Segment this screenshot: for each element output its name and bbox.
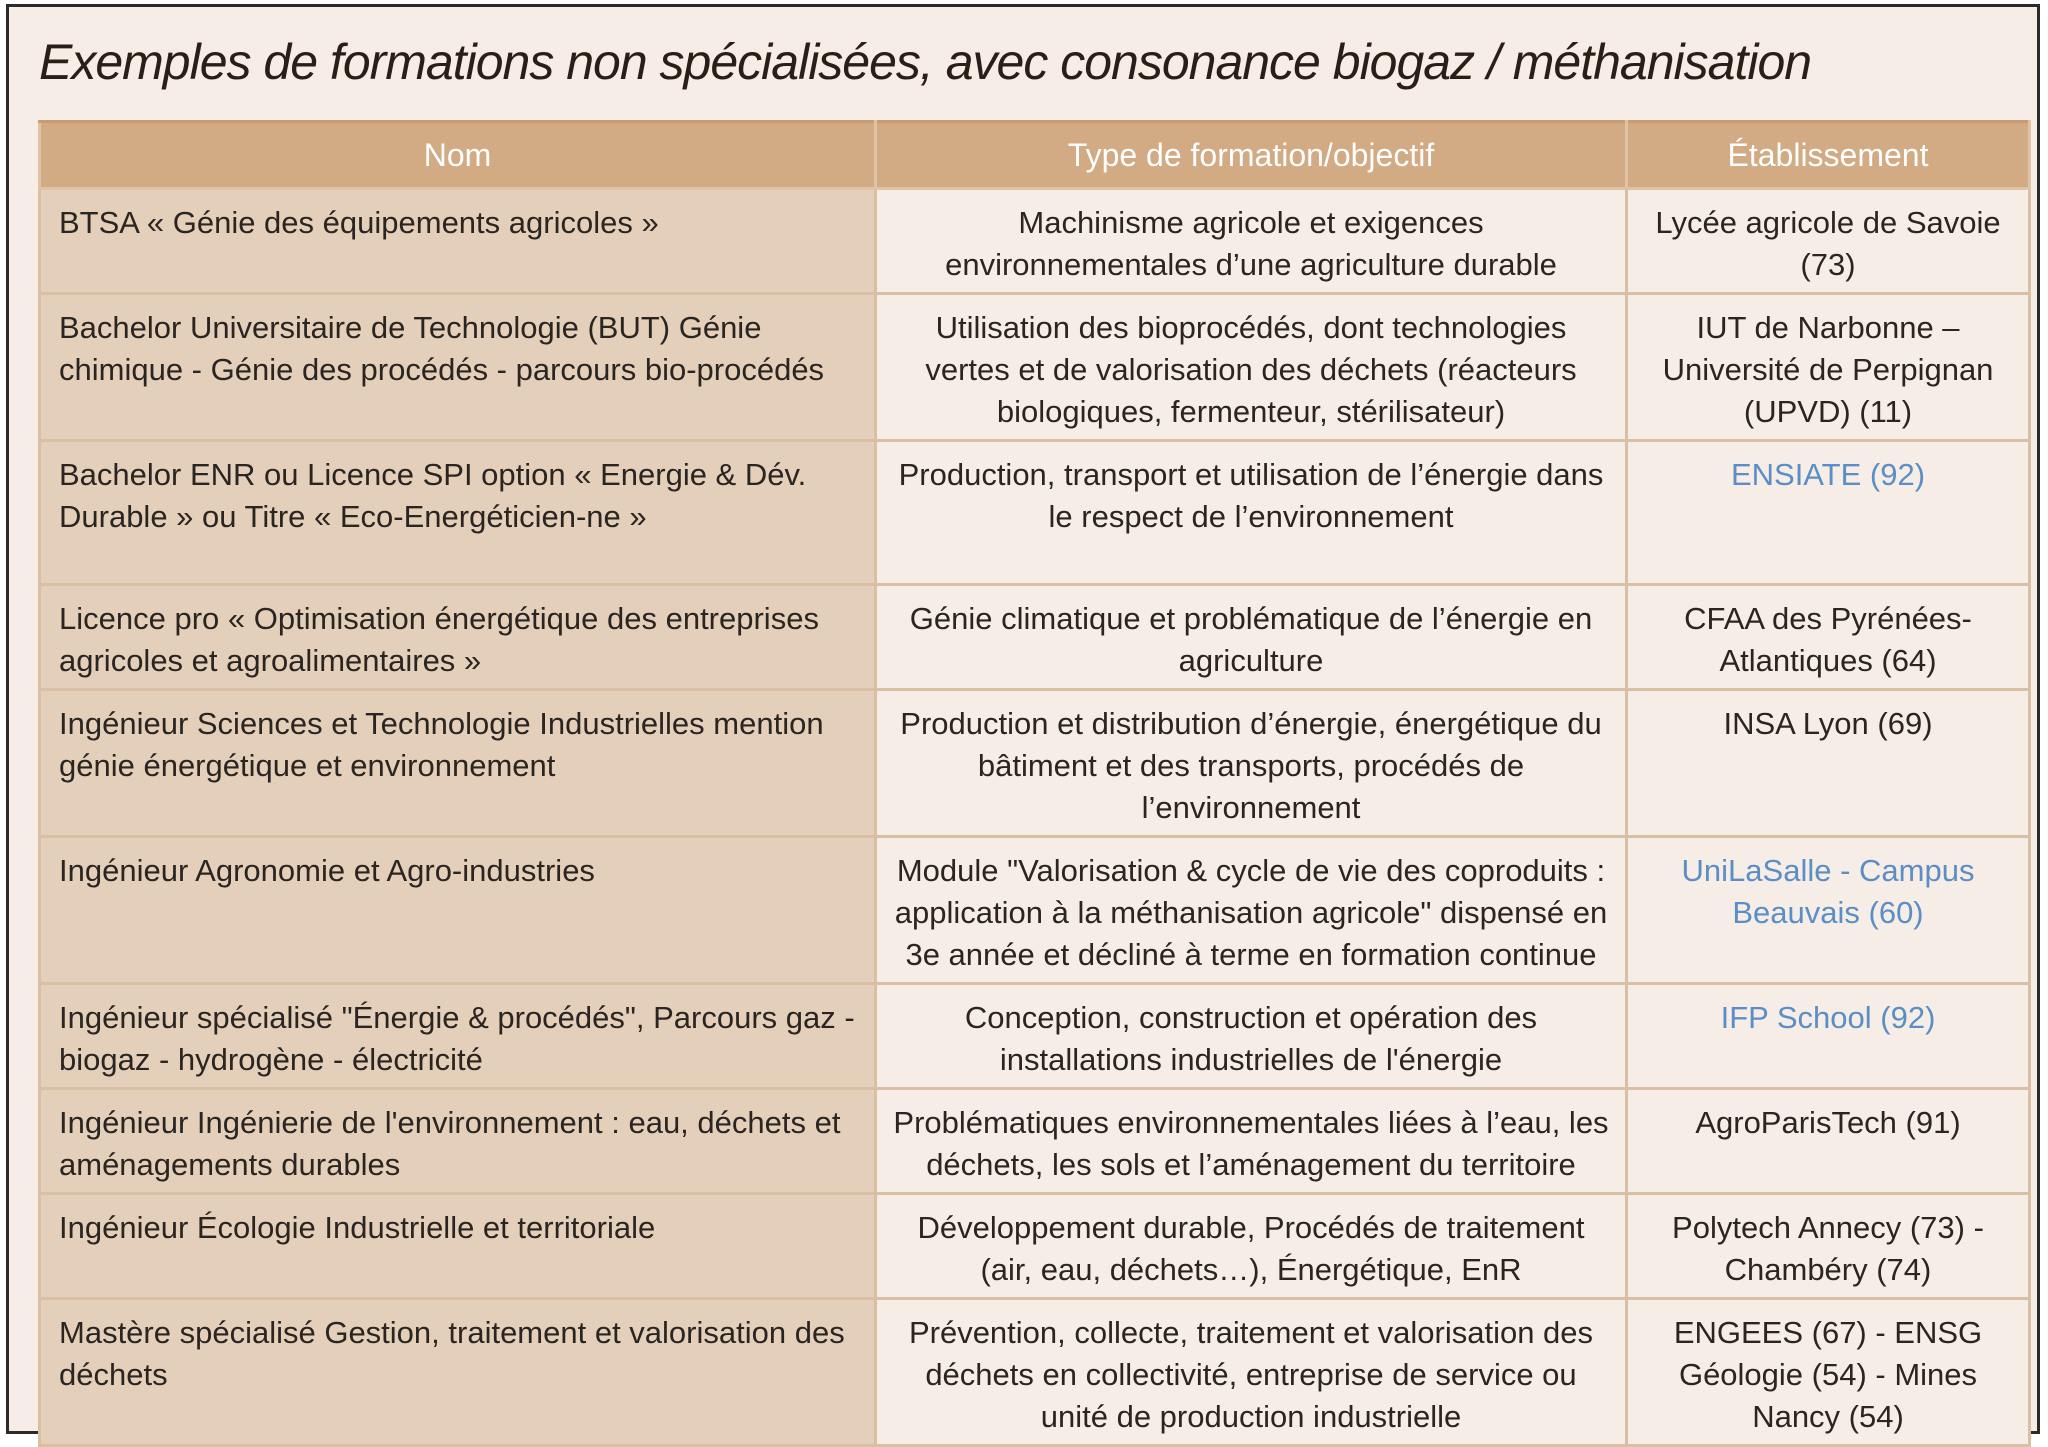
cell-etablissement-link[interactable]: ENSIATE (92)	[1627, 441, 2030, 585]
table-header-row	[40, 122, 2030, 189]
table-row	[40, 1089, 2030, 1194]
table-row	[40, 837, 2030, 984]
table-row	[40, 585, 2030, 690]
cell-nom: Ingénieur Agronomie et Agro-industries	[40, 837, 876, 984]
table-row	[40, 1194, 2030, 1299]
training-table	[38, 120, 2031, 1447]
cell-etablissement: Polytech Annecy (73) - Chambéry (74)	[1627, 1194, 2030, 1299]
column-header-type: Type de formation/objectif	[876, 122, 1627, 189]
cell-type: Module "Valorisation & cycle de vie des coproduits : application à la méthanisation agricole" dispensé en 3e année et décliné à terme en formation continue	[876, 837, 1627, 984]
document-title: Exemples de formations non spécialisées, avec consonance biogaz / méthanisation	[39, 34, 1812, 90]
table-row	[40, 441, 2030, 585]
cell-nom: Ingénieur spécialisé "Énergie & procédés", Parcours gaz - biogaz - hydrogène - électricité	[40, 984, 876, 1089]
column-header-etablissement: Établissement	[1627, 122, 2030, 189]
cell-type: Développement durable, Procédés de traitement (air, eau, déchets…), Énergétique, EnR	[876, 1194, 1627, 1299]
cell-type: Production, transport et utilisation de l’énergie dans le respect de l’environnement	[876, 441, 1627, 585]
cell-type: Conception, construction et opération des installations industrielles de l'énergie	[876, 984, 1627, 1089]
cell-type: Prévention, collecte, traitement et valorisation des déchets en collectivité, entreprise de service ou unité de production industrielle	[876, 1299, 1627, 1446]
cell-nom: Ingénieur Sciences et Technologie Industrielles mention génie énergétique et environnement	[40, 690, 876, 837]
cell-etablissement: INSA Lyon (69)	[1627, 690, 2030, 837]
cell-etablissement: IUT de Narbonne – Université de Perpignan (UPVD) (11)	[1627, 294, 2030, 441]
cell-etablissement-link[interactable]: UniLaSalle - Campus Beauvais (60)	[1627, 837, 2030, 984]
cell-nom: BTSA « Génie des équipements agricoles »	[40, 189, 876, 294]
cell-nom: Ingénieur Écologie Industrielle et territoriale	[40, 1194, 876, 1299]
table-row	[40, 984, 2030, 1089]
cell-nom: Licence pro « Optimisation énergétique des entreprises agricoles et agroalimentaires »	[40, 585, 876, 690]
cell-type: Génie climatique et problématique de l’énergie en agriculture	[876, 585, 1627, 690]
cell-etablissement: AgroParisTech (91)	[1627, 1089, 2030, 1194]
cell-etablissement-link[interactable]: IFP School (92)	[1627, 984, 2030, 1089]
cell-etablissement: Lycée agricole de Savoie (73)	[1627, 189, 2030, 294]
table-row	[40, 1299, 2030, 1446]
cell-type: Production et distribution d’énergie, énergétique du bâtiment et des transports, procédés de l’environnement	[876, 690, 1627, 837]
table-row	[40, 189, 2030, 294]
document-frame	[6, 4, 2040, 1434]
cell-nom: Ingénieur Ingénierie de l'environnement : eau, déchets et aménagements durables	[40, 1089, 876, 1194]
cell-nom: Bachelor Universitaire de Technologie (BUT) Génie chimique - Génie des procédés - parcours bio-procédés	[40, 294, 876, 441]
cell-nom: Bachelor ENR ou Licence SPI option « Energie & Dév. Durable » ou Titre « Eco-Energéticien-ne »	[40, 441, 876, 585]
cell-type: Machinisme agricole et exigences environnementales d’une agriculture durable	[876, 189, 1627, 294]
table-row	[40, 294, 2030, 441]
cell-etablissement: CFAA des Pyrénées-Atlantiques (64)	[1627, 585, 2030, 690]
cell-type: Utilisation des bioprocédés, dont technologies vertes et de valorisation des déchets (réacteurs biologiques, fermenteur, stérilisateur)	[876, 294, 1627, 441]
column-header-nom: Nom	[40, 122, 876, 189]
cell-nom: Mastère spécialisé Gestion, traitement et valorisation des déchets	[40, 1299, 876, 1446]
table-row	[40, 690, 2030, 837]
cell-type: Problématiques environnementales liées à l’eau, les déchets, les sols et l’aménagement du territoire	[876, 1089, 1627, 1194]
cell-etablissement: ENGEES (67) - ENSG Géologie (54) - Mines Nancy (54)	[1627, 1299, 2030, 1446]
